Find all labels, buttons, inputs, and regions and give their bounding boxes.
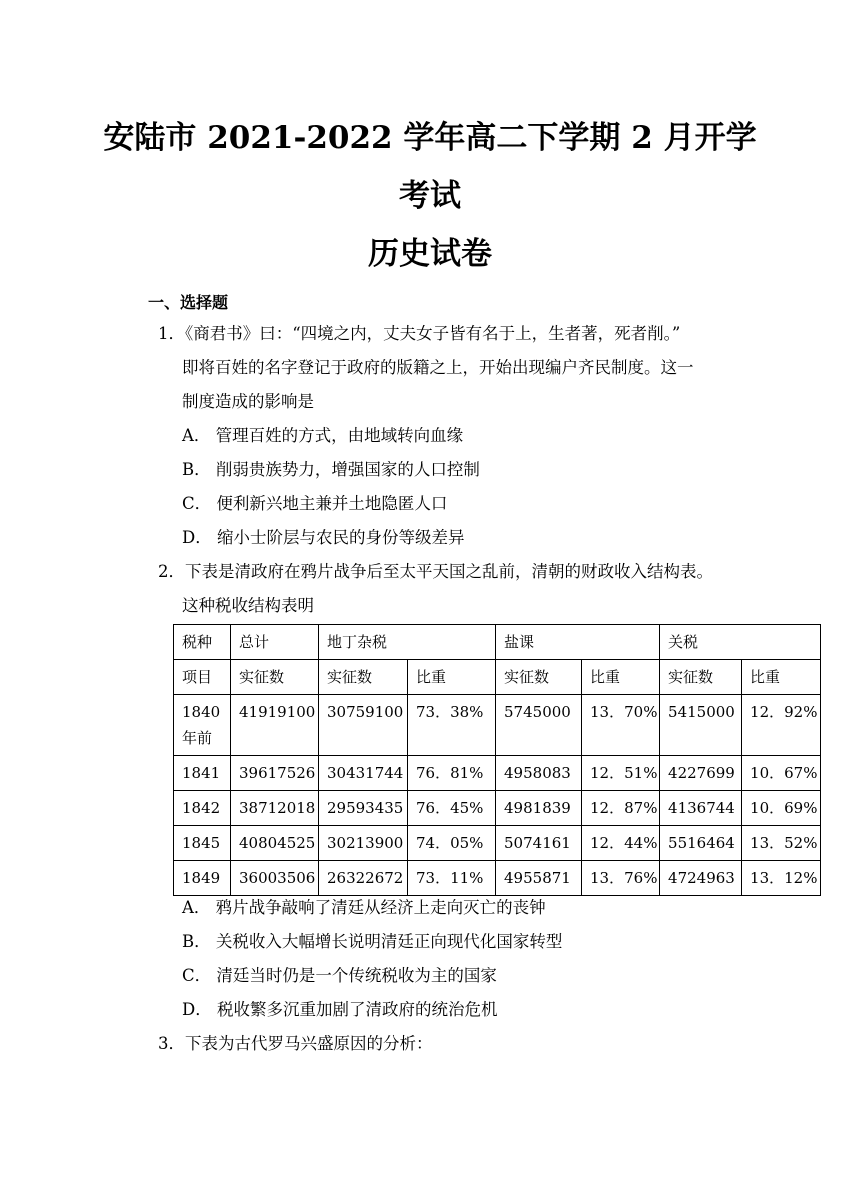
table-cell: 30213900 [319,826,408,861]
table-cell: 12．87% [582,791,660,826]
table-cell: 5415000 [660,695,742,756]
table-cell: 29593435 [319,791,408,826]
table-row [174,861,821,896]
table-cell-year: 1840年前 [174,695,231,756]
table-cell: 5516464 [660,826,742,861]
table-cell: 4958083 [496,756,582,791]
table-cell: 4955871 [496,861,582,896]
table-cell: 73．11% [408,861,496,896]
q1-stem-line: 即将百姓的名字登记于政府的版籍之上，开始出现编户齐民制度。这一 [182,358,694,377]
q3-stem-line: 3．下表为古代罗马兴盛原因的分析： [158,1034,433,1053]
table-cell-year: 1842 [174,791,231,826]
table-row [174,756,821,791]
table-header-cell: 盐课 [496,625,660,660]
revenue-table [173,624,821,896]
table-header-cell: 比重 [582,660,660,695]
table-cell: 76．81% [408,756,496,791]
table-header-cell: 实征数 [231,660,319,695]
table-header-cell: 比重 [742,660,821,695]
table-header-cell: 总计 [231,625,319,660]
table-cell: 30759100 [319,695,408,756]
table-row [174,695,821,756]
table-cell: 26322672 [319,861,408,896]
q2-stem-line: 2．下表是清政府在鸦片战争后至太平天国之乱前，清朝的财政收入结构表。 [158,562,713,581]
table-header-cell: 税种 [174,625,231,660]
q1-option-d: D． 缩小士阶层与农民的身份等级差异 [182,528,465,547]
page-subtitle: 历史试卷 [368,236,492,272]
table-header-cell: 实征数 [660,660,742,695]
table-cell: 4136744 [660,791,742,826]
q2-option-a: A． 鸦片战争敲响了清廷从经济上走向灭亡的丧钟 [182,898,546,917]
table-cell: 30431744 [319,756,408,791]
table-cell: 10．69% [742,791,821,826]
table-header-cell: 实征数 [496,660,582,695]
table-cell: 13．12% [742,861,821,896]
table-header-cell: 项目 [174,660,231,695]
table-cell: 4227699 [660,756,742,791]
page-title-line1: 安陆市 2021-2022 学年高二下学期 2 月开学 [103,120,757,156]
q2-stem-line: 这种税收结构表明 [182,596,314,615]
page-title-line2: 考试 [399,178,461,214]
table-cell: 41919100 [231,695,319,756]
table-cell: 12．51% [582,756,660,791]
table-cell: 13．70% [582,695,660,756]
table-cell: 5745000 [496,695,582,756]
q1-stem-line: 制度造成的影响是 [182,392,314,411]
table-header-cell: 实征数 [319,660,408,695]
table-cell: 12．92% [742,695,821,756]
table-header-row [174,660,821,695]
q1-option-a: A． 管理百姓的方式，由地域转向血缘 [182,426,464,445]
q2-option-d: D． 税收繁多沉重加剧了清政府的统治危机 [182,1000,498,1019]
table-cell: 76．45% [408,791,496,826]
table-cell: 4724963 [660,861,742,896]
table-header-cell: 比重 [408,660,496,695]
table-cell: 12．44% [582,826,660,861]
table-cell: 10．67% [742,756,821,791]
q1-option-c: C． 便利新兴地主兼并土地隐匿人口 [182,494,448,513]
table-header-row [174,625,821,660]
table-cell: 39617526 [231,756,319,791]
q2-option-c: C． 清廷当时仍是一个传统税收为主的国家 [182,966,497,985]
q2-option-b: B． 关税收入大幅增长说明清廷正向现代化国家转型 [182,932,563,951]
table-cell: 13．52% [742,826,821,861]
table-cell: 36003506 [231,861,319,896]
table-cell-year: 1849 [174,861,231,896]
table-header-cell: 地丁杂税 [319,625,496,660]
q1-option-b: B． 削弱贵族势力，增强国家的人口控制 [182,460,480,479]
table-cell: 5074161 [496,826,582,861]
table-row [174,791,821,826]
table-row [174,826,821,861]
table-cell: 74．05% [408,826,496,861]
table-cell-year: 1841 [174,756,231,791]
table-cell: 40804525 [231,826,319,861]
table-cell-year: 1845 [174,826,231,861]
table-header-cell: 关税 [660,625,821,660]
table-cell: 4981839 [496,791,582,826]
table-cell: 13．76% [582,861,660,896]
table-cell: 38712018 [231,791,319,826]
q1-stem-line: 1．《商君书》曰：“四境之内，丈夫女子皆有名于上，生者著，死者削。” [158,324,681,343]
section-heading: 一、选择题 [148,293,229,312]
table-cell: 73．38% [408,695,496,756]
